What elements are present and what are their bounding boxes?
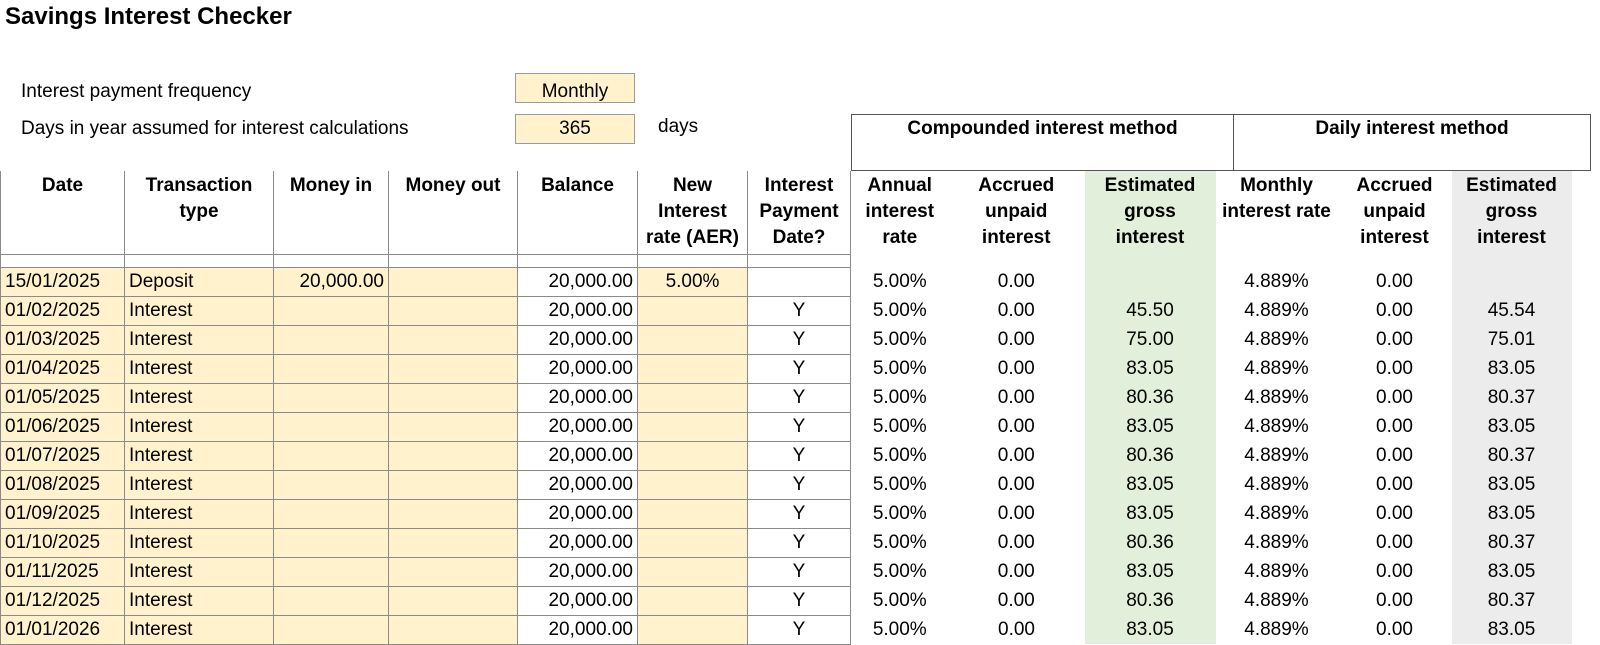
cell-monthly-interest-rate: 4.889% bbox=[1244, 618, 1309, 640]
cell-interest-payment-date: Y bbox=[748, 499, 851, 528]
cell-daily-gross: 83.05 bbox=[1452, 615, 1572, 644]
cell-daily-gross: 75.01 bbox=[1452, 325, 1572, 354]
cell-balance: 20,000.00 bbox=[518, 499, 638, 528]
cell-new-interest-rate[interactable]: 5.00% bbox=[638, 267, 748, 296]
cell-monthly-interest-rate: 4.889% bbox=[1244, 270, 1309, 292]
cell-daily-gross: 83.05 bbox=[1452, 470, 1572, 499]
cell-daily-gross bbox=[1452, 267, 1572, 296]
cell-balance: 20,000.00 bbox=[518, 412, 638, 441]
cell-compounded-gross: 83.05 bbox=[1085, 412, 1216, 441]
cell-annual-interest-rate: 5.00% bbox=[851, 615, 949, 644]
cell-annual-interest-rate: 5.00% bbox=[851, 267, 949, 296]
cell-money-in[interactable] bbox=[274, 441, 389, 470]
days-unit-label: days bbox=[658, 116, 699, 137]
cell-money-out[interactable] bbox=[389, 296, 518, 325]
cell-daily-gross: 80.37 bbox=[1452, 528, 1572, 557]
cell-transaction-type[interactable]: Interest bbox=[125, 441, 274, 470]
cell-transaction-type[interactable]: Interest bbox=[125, 615, 274, 644]
cell-balance: 20,000.00 bbox=[518, 267, 638, 296]
cell-annual-interest-rate: 5.00% bbox=[851, 499, 949, 528]
cell-daily-accrued: 0.00 bbox=[1376, 531, 1413, 553]
cell-monthly-interest-rate: 4.889% bbox=[1244, 560, 1309, 582]
cell-balance: 20,000.00 bbox=[518, 296, 638, 325]
cell-daily-gross: 83.05 bbox=[1452, 499, 1572, 528]
cell-transaction-type[interactable]: Interest bbox=[125, 470, 274, 499]
cell-balance: 20,000.00 bbox=[518, 470, 638, 499]
cell-compounded-accrued: 0.00 bbox=[997, 270, 1035, 292]
cell-monthly-interest-rate: 4.889% bbox=[1244, 357, 1309, 379]
cell-money-out[interactable] bbox=[389, 557, 518, 586]
cell-interest-payment-date: Y bbox=[748, 470, 851, 499]
cell-daily-gross: 80.37 bbox=[1452, 586, 1572, 615]
cell-monthly-interest-rate: 4.889% bbox=[1244, 299, 1309, 321]
cell-transaction-type[interactable]: Interest bbox=[125, 557, 274, 586]
cell-money-in[interactable] bbox=[274, 470, 389, 499]
compounded-method-header: Compounded interest method bbox=[851, 114, 1234, 171]
cell-money-in[interactable] bbox=[274, 383, 389, 412]
cell-interest-payment-date: Y bbox=[748, 557, 851, 586]
cell-money-in[interactable] bbox=[274, 528, 389, 557]
cell-date[interactable]: 01/05/2025 bbox=[1, 383, 125, 412]
cell-money-in[interactable]: 20,000.00 bbox=[274, 267, 389, 296]
cell-balance: 20,000.00 bbox=[518, 354, 638, 383]
daily-method-header: Daily interest method bbox=[1233, 114, 1591, 171]
cell-daily-gross: 83.05 bbox=[1452, 412, 1572, 441]
col-compounded-gross: Estimated gross interest bbox=[1085, 171, 1216, 254]
cell-annual-interest-rate: 5.00% bbox=[851, 412, 949, 441]
cell-monthly-interest-rate: 4.889% bbox=[1244, 589, 1309, 611]
page-title: Savings Interest Checker bbox=[5, 3, 292, 30]
cell-balance: 20,000.00 bbox=[518, 528, 638, 557]
cell-annual-interest-rate: 5.00% bbox=[851, 586, 949, 615]
cell-compounded-gross: 83.05 bbox=[1085, 470, 1216, 499]
cell-compounded-accrued: 0.00 bbox=[998, 618, 1035, 640]
cell-compounded-accrued: 0.00 bbox=[997, 357, 1035, 379]
cell-compounded-accrued: 0.00 bbox=[997, 415, 1035, 437]
cell-money-in[interactable] bbox=[274, 412, 389, 441]
cell-date[interactable]: 01/08/2025 bbox=[1, 470, 125, 499]
cell-daily-gross: 45.54 bbox=[1452, 296, 1572, 325]
cell-compounded-gross: 80.36 bbox=[1085, 528, 1216, 557]
cell-date[interactable]: 01/11/2025 bbox=[1, 557, 125, 586]
cell-compounded-accrued: 0.00 bbox=[997, 386, 1035, 408]
cell-money-in[interactable] bbox=[274, 557, 389, 586]
days-input[interactable]: 365 bbox=[515, 114, 635, 144]
cell-new-interest-rate[interactable] bbox=[638, 557, 748, 586]
cell-date[interactable]: 01/04/2025 bbox=[1, 354, 125, 383]
cell-interest-payment-date: Y bbox=[748, 615, 851, 644]
table-row bbox=[1, 470, 1572, 499]
col-date: Date bbox=[1, 171, 125, 254]
cell-daily-accrued: 0.00 bbox=[1376, 357, 1413, 379]
cell-interest-payment-date bbox=[748, 267, 851, 296]
cell-compounded-gross: 80.36 bbox=[1085, 441, 1216, 470]
cell-compounded-gross: 80.36 bbox=[1085, 586, 1216, 615]
cell-date[interactable]: 01/06/2025 bbox=[1, 412, 125, 441]
cell-annual-interest-rate: 5.00% bbox=[851, 557, 949, 586]
cell-daily-accrued: 0.00 bbox=[1376, 328, 1413, 350]
cell-date[interactable]: 01/03/2025 bbox=[1, 325, 125, 354]
cell-daily-accrued: 0.00 bbox=[1376, 299, 1413, 321]
table-row bbox=[1, 296, 1572, 325]
cell-transaction-type[interactable]: Deposit bbox=[125, 267, 274, 296]
cell-interest-payment-date: Y bbox=[748, 528, 851, 557]
cell-interest-payment-date: Y bbox=[748, 441, 851, 470]
cell-compounded-accrued: 0.00 bbox=[997, 299, 1035, 321]
cell-balance: 20,000.00 bbox=[518, 383, 638, 412]
cell-annual-interest-rate: 5.00% bbox=[851, 528, 949, 557]
cell-transaction-type[interactable]: Interest bbox=[125, 383, 274, 412]
cell-compounded-accrued: 0.00 bbox=[997, 328, 1035, 350]
cell-money-in[interactable] bbox=[274, 615, 389, 644]
cell-compounded-accrued: 0.00 bbox=[997, 502, 1035, 524]
col-new-interest-rate: New Interest rate (AER) bbox=[638, 171, 748, 254]
cell-compounded-gross: 80.36 bbox=[1085, 383, 1216, 412]
cell-money-out[interactable] bbox=[389, 470, 518, 499]
cell-daily-accrued: 0.00 bbox=[1376, 415, 1413, 437]
cell-compounded-gross: 75.00 bbox=[1085, 325, 1216, 354]
cell-daily-gross: 83.05 bbox=[1452, 354, 1572, 383]
cell-money-out[interactable] bbox=[389, 615, 518, 644]
cell-monthly-interest-rate: 4.889% bbox=[1244, 502, 1309, 524]
cell-date[interactable]: 01/01/2026 bbox=[1, 615, 125, 644]
cell-daily-gross: 80.37 bbox=[1452, 441, 1572, 470]
cell-daily-accrued: 0.00 bbox=[1376, 560, 1413, 582]
cell-transaction-type[interactable]: Interest bbox=[125, 412, 274, 441]
cell-compounded-accrued: 0.00 bbox=[997, 444, 1035, 466]
cell-annual-interest-rate: 5.00% bbox=[851, 296, 949, 325]
cell-new-interest-rate[interactable] bbox=[638, 441, 748, 470]
cell-annual-interest-rate: 5.00% bbox=[851, 325, 949, 354]
cell-daily-accrued: 0.00 bbox=[1376, 618, 1413, 640]
cell-new-interest-rate[interactable] bbox=[638, 499, 748, 528]
cell-money-out[interactable] bbox=[389, 499, 518, 528]
header-row bbox=[1, 171, 1572, 254]
cell-interest-payment-date: Y bbox=[748, 354, 851, 383]
cell-date[interactable]: 01/09/2025 bbox=[1, 499, 125, 528]
cell-transaction-type[interactable]: Interest bbox=[125, 528, 274, 557]
cell-date[interactable]: 15/01/2025 bbox=[1, 267, 125, 296]
cell-date[interactable]: 01/10/2025 bbox=[1, 528, 125, 557]
cell-daily-accrued: 0.00 bbox=[1376, 473, 1413, 495]
header-spacer-row bbox=[1, 254, 1572, 267]
cell-monthly-interest-rate: 4.889% bbox=[1244, 531, 1309, 553]
cell-transaction-type[interactable]: Interest bbox=[125, 586, 274, 615]
cell-balance: 20,000.00 bbox=[518, 557, 638, 586]
col-balance: Balance bbox=[518, 171, 638, 254]
cell-interest-payment-date: Y bbox=[748, 325, 851, 354]
cell-money-out[interactable] bbox=[389, 354, 518, 383]
cell-monthly-interest-rate: 4.889% bbox=[1244, 473, 1309, 495]
cell-compounded-gross: 83.05 bbox=[1085, 557, 1216, 586]
cell-compounded-gross: 45.50 bbox=[1085, 296, 1216, 325]
cell-compounded-accrued: 0.00 bbox=[997, 531, 1035, 553]
cell-balance: 20,000.00 bbox=[518, 615, 638, 644]
table-row bbox=[1, 354, 1572, 383]
cell-interest-payment-date: Y bbox=[748, 383, 851, 412]
cell-daily-gross: 80.37 bbox=[1452, 383, 1572, 412]
table-row bbox=[1, 586, 1572, 615]
cell-money-out[interactable] bbox=[389, 441, 518, 470]
cell-new-interest-rate[interactable] bbox=[638, 528, 748, 557]
cell-transaction-type[interactable]: Interest bbox=[125, 354, 274, 383]
cell-interest-payment-date: Y bbox=[748, 296, 851, 325]
cell-annual-interest-rate: 5.00% bbox=[851, 354, 949, 383]
cell-monthly-interest-rate: 4.889% bbox=[1244, 415, 1309, 437]
col-transaction-type: Transaction type bbox=[125, 171, 274, 254]
cell-money-out[interactable] bbox=[389, 325, 518, 354]
col-interest-payment-date: Interest Payment Date? bbox=[748, 171, 851, 254]
cell-compounded-gross: 83.05 bbox=[1085, 499, 1216, 528]
days-label: Days in year assumed for interest calculations bbox=[21, 118, 409, 139]
cell-money-in[interactable] bbox=[274, 499, 389, 528]
cell-money-in[interactable] bbox=[274, 586, 389, 615]
cell-compounded-gross: 83.05 bbox=[1085, 615, 1216, 644]
table-row bbox=[1, 557, 1572, 586]
col-monthly-interest-rate: Monthly interest rate bbox=[1222, 175, 1331, 222]
col-daily-accrued: Accrued unpaid interest bbox=[1356, 175, 1433, 248]
cell-compounded-gross: 83.05 bbox=[1085, 354, 1216, 383]
col-daily-gross: Estimated gross interest bbox=[1452, 171, 1572, 254]
cell-new-interest-rate[interactable] bbox=[638, 470, 748, 499]
cell-daily-accrued: 0.00 bbox=[1376, 386, 1413, 408]
cell-monthly-interest-rate: 4.889% bbox=[1244, 328, 1309, 350]
cell-transaction-type[interactable]: Interest bbox=[125, 296, 274, 325]
cell-annual-interest-rate: 5.00% bbox=[851, 441, 949, 470]
cell-money-out[interactable] bbox=[389, 412, 518, 441]
cell-new-interest-rate[interactable] bbox=[638, 383, 748, 412]
cell-compounded-accrued: 0.00 bbox=[997, 589, 1035, 611]
cell-compounded-accrued: 0.00 bbox=[997, 560, 1035, 582]
cell-money-out[interactable] bbox=[389, 586, 518, 615]
cell-new-interest-rate[interactable] bbox=[638, 325, 748, 354]
cell-balance: 20,000.00 bbox=[518, 325, 638, 354]
cell-annual-interest-rate: 5.00% bbox=[851, 470, 949, 499]
col-compounded-accrued: Accrued unpaid interest bbox=[978, 175, 1055, 248]
col-money-in: Money in bbox=[274, 171, 389, 254]
cell-interest-payment-date: Y bbox=[748, 586, 851, 615]
frequency-input[interactable]: Monthly bbox=[515, 73, 635, 103]
col-money-out: Money out bbox=[389, 171, 518, 254]
cell-money-in[interactable] bbox=[274, 325, 389, 354]
cell-new-interest-rate[interactable] bbox=[638, 354, 748, 383]
cell-money-out[interactable] bbox=[389, 267, 518, 296]
cell-new-interest-rate[interactable] bbox=[638, 412, 748, 441]
cell-daily-accrued: 0.00 bbox=[1376, 270, 1413, 292]
table-row bbox=[1, 412, 1572, 441]
cell-compounded-accrued: 0.00 bbox=[997, 473, 1035, 495]
cell-daily-accrued: 0.00 bbox=[1376, 444, 1413, 466]
cell-money-in[interactable] bbox=[274, 354, 389, 383]
frequency-label: Interest payment frequency bbox=[21, 81, 252, 102]
cell-balance: 20,000.00 bbox=[518, 441, 638, 470]
cell-transaction-type[interactable]: Interest bbox=[125, 325, 274, 354]
table-row bbox=[1, 383, 1572, 412]
table-row bbox=[1, 441, 1572, 470]
cell-money-out[interactable] bbox=[389, 528, 518, 557]
cell-daily-accrued: 0.00 bbox=[1376, 502, 1413, 524]
table-row bbox=[1, 499, 1572, 528]
cell-annual-interest-rate: 5.00% bbox=[851, 383, 949, 412]
cell-balance: 20,000.00 bbox=[518, 586, 638, 615]
cell-date[interactable]: 01/12/2025 bbox=[1, 586, 125, 615]
table-row bbox=[1, 267, 1572, 296]
cell-new-interest-rate[interactable] bbox=[638, 586, 748, 615]
cell-date[interactable]: 01/02/2025 bbox=[1, 296, 125, 325]
table-row bbox=[1, 325, 1572, 354]
cell-compounded-gross bbox=[1085, 267, 1216, 296]
cell-money-out[interactable] bbox=[389, 383, 518, 412]
cell-date[interactable]: 01/07/2025 bbox=[1, 441, 125, 470]
col-annual-interest-rate: Annual interest rate bbox=[851, 171, 949, 254]
cell-new-interest-rate[interactable] bbox=[638, 615, 748, 644]
cell-new-interest-rate[interactable] bbox=[638, 296, 748, 325]
cell-daily-gross: 83.05 bbox=[1452, 557, 1572, 586]
cell-transaction-type[interactable]: Interest bbox=[125, 499, 274, 528]
cell-monthly-interest-rate: 4.889% bbox=[1244, 386, 1309, 408]
cell-monthly-interest-rate: 4.889% bbox=[1244, 444, 1309, 466]
table-row bbox=[1, 528, 1572, 557]
cell-money-in[interactable] bbox=[274, 296, 389, 325]
cell-interest-payment-date: Y bbox=[748, 412, 851, 441]
table-body bbox=[1, 267, 1572, 644]
transactions-table bbox=[0, 171, 1572, 645]
cell-daily-accrued: 0.00 bbox=[1376, 589, 1413, 611]
table-row bbox=[1, 615, 1572, 644]
